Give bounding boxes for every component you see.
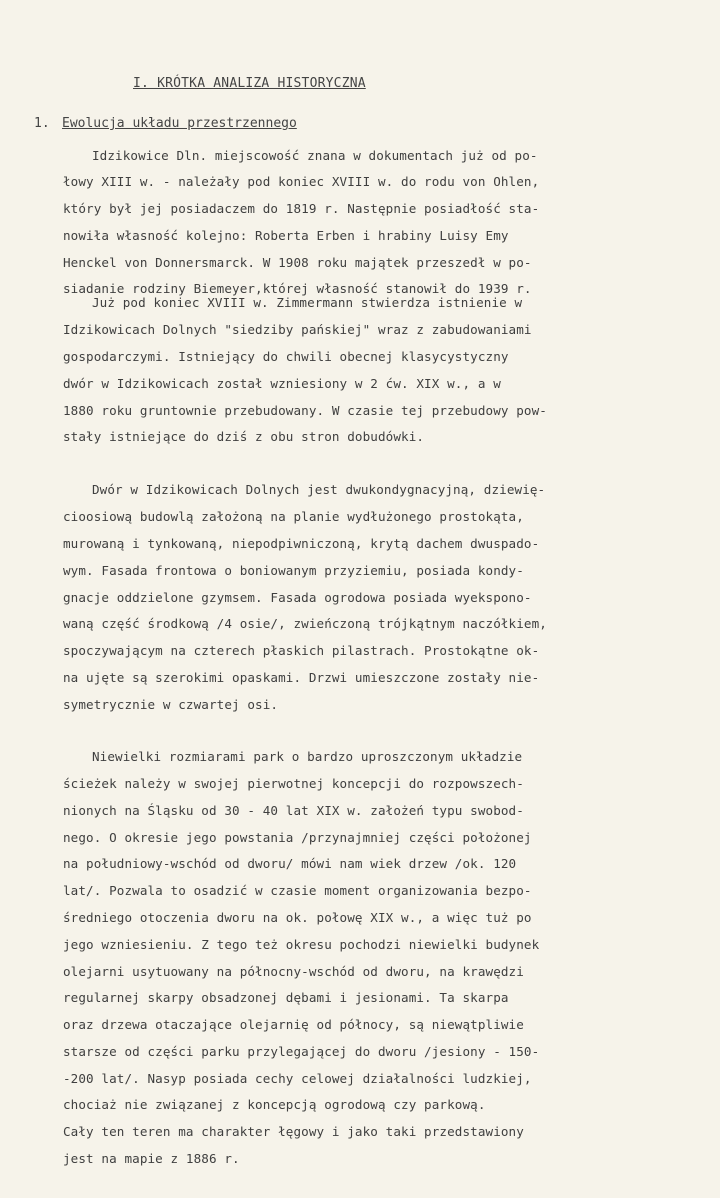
text-line: symetrycznie w czwartej osi. [63,697,279,712]
text-line: Henckel von Donnersmarck. W 1908 roku majątek przeszedł w po- [63,255,532,270]
text-line: średniego otoczenia dworu na ok. połowę XIX w., a więc tuż po [63,910,532,925]
text-line: Niewielki rozmiarami park o bardzo uproszczonym układzie [92,749,523,764]
text-line: Idzikowice Dln. miejscowość znana w dokumentach już od po- [92,148,538,163]
text-line: cioosiową budowlą założoną na planie wydłużonego prostokąta, [63,509,524,524]
text-line: ścieżek należy w swojej pierwotnej koncepcji do rozpowszech- [63,776,524,791]
text-line: Idzikowicach Dolnych "siedziby pańskiej" wraz z zabudowaniami [63,322,532,337]
text-line: -200 lat/. Nasyp posiada cechy celowej działalności ludzkiej, [63,1071,532,1086]
text-line: murowaną i tynkowaną, niepodpiwniczoną, krytą dachem dwuspado- [63,536,540,551]
text-line: nionych na Śląsku od 30 - 40 lat XIX w. założeń typu swobod- [63,803,524,818]
text-line: dwór w Idzikowicach został wzniesiony w 2 ćw. XIX w., a w [63,376,501,391]
text-line: na ujęte są szerokimi opaskami. Drzwi umieszczone zostały nie- [63,670,540,685]
text-line: chociaż nie związanej z koncepcją ogrodową czy parkową. [63,1097,486,1112]
text-line: stały istniejące do dziś z obu stron dobudówki. [63,429,425,444]
text-line: jest na mapie z 1886 r. [63,1151,240,1166]
text-line: na południowy-wschód od dworu/ mówi nam wiek drzew /ok. 120 [63,856,517,871]
section-number: 1. [34,116,50,131]
text-line: jego wzniesieniu. Z tego też okresu pochodzi niewielki budynek [63,937,540,952]
text-line: lat/. Pozwala to osadzić w czasie moment organizowania bezpo- [63,883,532,898]
text-line: Już pod koniec XVIII w. Zimmermann stwierdza istnienie w [92,295,523,310]
section-title: Ewolucja układu przestrzennego [62,116,297,131]
text-line: Dwór w Idzikowicach Dolnych jest dwukondygnacyjną, dziewię- [92,482,546,497]
text-line: siadanie rodziny Biemeyer,której własność stanowił do 1939 r. [63,281,532,296]
text-line: olejarni usytuowany na północny-wschód od dworu, na krawędzi [63,964,524,979]
text-line: 1880 roku gruntownie przebudowany. W czasie tej przebudowy pow- [63,403,547,418]
text-line: oraz drzewa otaczające olejarnię od północy, są niewątpliwie [63,1017,524,1032]
text-line: nego. O okresie jego powstania /przynajmniej części położonej [63,830,532,845]
page-title: I. KRÓTKA ANALIZA HISTORYCZNA [133,76,366,91]
text-line: nowiła własność kolejno: Roberta Erben i hrabiny Luisy Emy [63,228,509,243]
text-line: łowy XIII w. - należały pod koniec XVIII w. do rodu von Ohlen, [63,174,540,189]
text-line: gnacje oddzielone gzymsem. Fasada ogrodowa posiada wyekspono- [63,590,532,605]
text-line: wym. Fasada frontowa o boniowanym przyziemiu, posiada kondy- [63,563,524,578]
text-line: Cały ten teren ma charakter łęgowy i jako taki przedstawiony [63,1124,524,1139]
text-line: gospodarczymi. Istniejący do chwili obecnej klasycystyczny [63,349,509,364]
text-line: starsze od części parku przylegającej do dworu /jesiony - 150- [63,1044,540,1059]
text-line: regularnej skarpy obsadzonej dębami i jesionami. Ta skarpa [63,990,509,1005]
text-line: który był jej posiadaczem do 1819 r. Następnie posiadłość sta- [63,201,540,216]
text-line: spoczywającym na czterech płaskich pilastrach. Prostokątne ok- [63,643,540,658]
text-line: waną część środkową /4 osie/, zwieńczoną trójkątnym naczółkiem, [63,616,547,631]
